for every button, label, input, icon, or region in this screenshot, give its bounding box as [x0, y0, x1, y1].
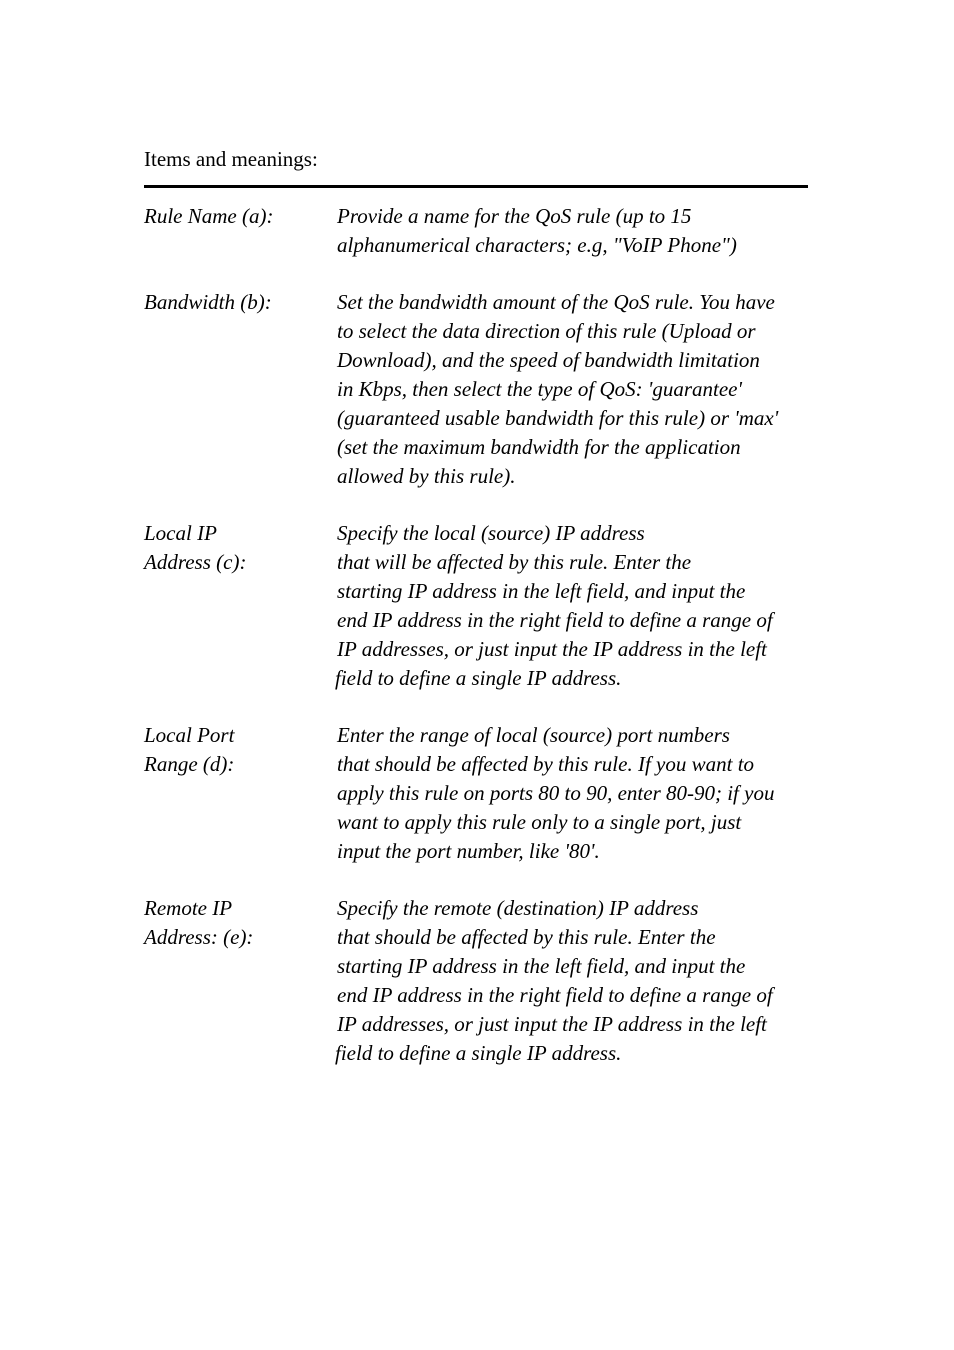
desc-line: end IP address in the right field to define a range of — [337, 983, 773, 1007]
desc-line: IP addresses, or just input the IP address in the left — [337, 1012, 767, 1036]
desc-line: Specify the remote (destination) IP address — [337, 896, 699, 920]
definition-item-bandwidth — [144, 288, 824, 491]
definition-list — [144, 202, 824, 1096]
page-heading: Items and meanings: — [144, 147, 318, 171]
definition-description — [337, 519, 824, 693]
desc-line: field to define a single IP address. — [335, 1041, 622, 1065]
desc-line: allowed by this rule). — [337, 464, 516, 488]
desc-line: field to define a single IP address. — [335, 666, 622, 690]
desc-line: (set the maximum bandwidth for the application — [337, 435, 741, 459]
term-line: Range (d): — [144, 752, 235, 776]
term-line: Bandwidth (b): — [144, 290, 272, 314]
desc-line: to select the data direction of this rule (Upload or — [337, 319, 756, 343]
term-line: Local Port — [144, 723, 235, 747]
definition-term — [144, 202, 337, 260]
term-line: Address: (e): — [144, 925, 254, 949]
desc-line: alphanumerical characters; e.g, "VoIP Phone") — [337, 233, 737, 257]
definition-item-local-port-range — [144, 721, 824, 866]
desc-line: starting IP address in the left field, and input the — [337, 579, 746, 603]
desc-line: that should be affected by this rule. Enter the — [337, 925, 716, 949]
desc-line: Download), and the speed of bandwidth limitation — [337, 348, 760, 372]
desc-line: want to apply this rule only to a single port, just — [337, 810, 742, 834]
desc-line: (guaranteed usable bandwidth for this rule) or 'max' — [337, 406, 779, 430]
term-line: Rule Name (a): — [144, 204, 274, 228]
definition-description — [337, 721, 824, 866]
term-line: Address (c): — [144, 550, 247, 574]
definition-term — [144, 894, 337, 1068]
definition-description — [337, 894, 824, 1068]
term-line: Remote IP — [144, 896, 233, 920]
desc-line: Set the bandwidth amount of the QoS rule. You have — [337, 290, 775, 314]
definition-item-remote-ip-address — [144, 894, 824, 1068]
definition-term — [144, 519, 337, 693]
desc-line: in Kbps, then select the type of QoS: 'guarantee' — [337, 377, 742, 401]
term-line: Local IP — [144, 521, 217, 545]
definition-item-rule-name — [144, 202, 824, 260]
definition-term — [144, 288, 337, 491]
desc-line: Provide a name for the QoS rule (up to 15 — [337, 204, 692, 228]
definition-description — [337, 202, 824, 260]
horizontal-rule — [144, 185, 808, 188]
definition-item-local-ip-address — [144, 519, 824, 693]
desc-line: end IP address in the right field to define a range of — [337, 608, 773, 632]
desc-line: that should be affected by this rule. If you want to — [337, 752, 755, 776]
desc-line: that will be affected by this rule. Enter the — [337, 550, 692, 574]
desc-line: apply this rule on ports 80 to 90, enter 80-90; if you — [337, 781, 775, 805]
desc-line: IP addresses, or just input the IP address in the left — [337, 637, 767, 661]
desc-line: Specify the local (source) IP address — [337, 521, 645, 545]
definition-term — [144, 721, 337, 866]
desc-line: Enter the range of local (source) port numbers — [337, 723, 730, 747]
desc-line: starting IP address in the left field, and input the — [337, 954, 746, 978]
definition-description — [337, 288, 824, 491]
desc-line: input the port number, like '80'. — [337, 839, 600, 863]
